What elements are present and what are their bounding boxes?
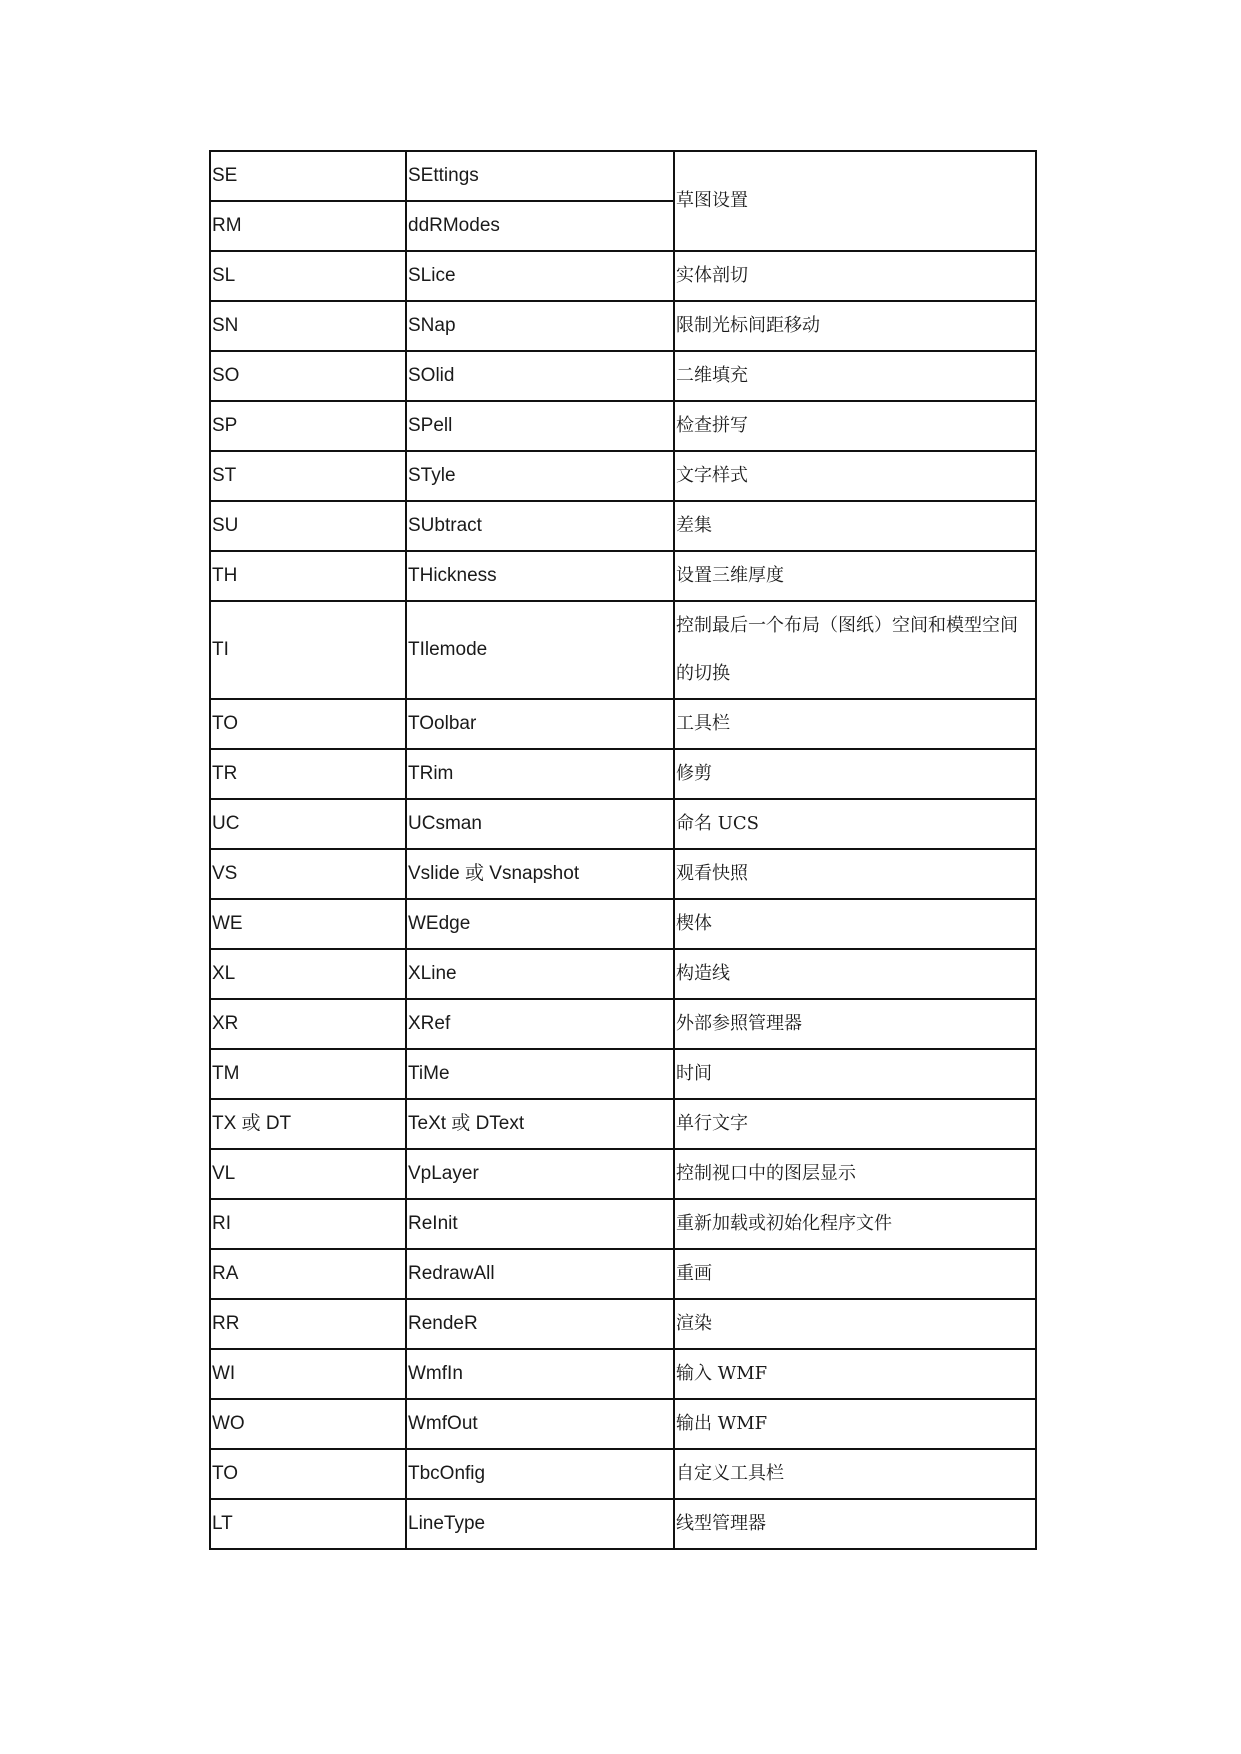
table-row	[210, 949, 1036, 999]
table-row	[210, 501, 1036, 551]
command-cell: WmfOut	[406, 1399, 674, 1449]
abbreviation-cell: WI	[210, 1349, 406, 1399]
table-row	[210, 151, 1036, 201]
table-row	[210, 1399, 1036, 1449]
command-cell: WEdge	[406, 899, 674, 949]
description-cell: 输入 WMF	[674, 1349, 1036, 1399]
command-cell: XRef	[406, 999, 674, 1049]
command-cell: STyle	[406, 451, 674, 501]
abbreviation-cell: TO	[210, 699, 406, 749]
table-row	[210, 1449, 1036, 1499]
table-row	[210, 301, 1036, 351]
abbreviation-cell: XL	[210, 949, 406, 999]
abbreviation-cell: XR	[210, 999, 406, 1049]
description-cell: 差集	[674, 501, 1036, 551]
abbreviation-cell: LT	[210, 1499, 406, 1549]
table-row	[210, 749, 1036, 799]
table-row	[210, 699, 1036, 749]
abbreviation-cell: TH	[210, 551, 406, 601]
table-row	[210, 1149, 1036, 1199]
table-row	[210, 551, 1036, 601]
abbreviation-cell: SE	[210, 151, 406, 201]
description-cell: 检查拼写	[674, 401, 1036, 451]
abbreviation-cell: RA	[210, 1249, 406, 1299]
abbreviation-cell: TM	[210, 1049, 406, 1099]
description-cell: 重新加载或初始化程序文件	[674, 1199, 1036, 1249]
description-cell: 观看快照	[674, 849, 1036, 899]
description-cell: 外部参照管理器	[674, 999, 1036, 1049]
description-cell: 设置三维厚度	[674, 551, 1036, 601]
description-cell: 二维填充	[674, 351, 1036, 401]
command-cell: SUbtract	[406, 501, 674, 551]
command-cell: SPell	[406, 401, 674, 451]
description-cell: 时间	[674, 1049, 1036, 1099]
command-table	[209, 150, 1037, 1550]
description-cell: 构造线	[674, 949, 1036, 999]
command-cell: VpLayer	[406, 1149, 674, 1199]
description-cell: 工具栏	[674, 699, 1036, 749]
table-row	[210, 401, 1036, 451]
command-cell: RedrawAll	[406, 1249, 674, 1299]
description-cell: 线型管理器	[674, 1499, 1036, 1549]
abbreviation-cell: TI	[210, 601, 406, 699]
command-cell: SEttings	[406, 151, 674, 201]
command-cell: ddRModes	[406, 201, 674, 251]
description-cell: 楔体	[674, 899, 1036, 949]
description-cell: 渲染	[674, 1299, 1036, 1349]
command-cell: XLine	[406, 949, 674, 999]
table-row	[210, 601, 1036, 699]
command-cell: TeXt 或 DText	[406, 1099, 674, 1149]
description-cell: 限制光标间距移动	[674, 301, 1036, 351]
command-cell: RendeR	[406, 1299, 674, 1349]
command-cell: SLice	[406, 251, 674, 301]
abbreviation-cell: SU	[210, 501, 406, 551]
command-cell: TbcOnfig	[406, 1449, 674, 1499]
command-cell: LineType	[406, 1499, 674, 1549]
abbreviation-cell: UC	[210, 799, 406, 849]
abbreviation-cell: TO	[210, 1449, 406, 1499]
table-row	[210, 1299, 1036, 1349]
description-cell: 控制最后一个布局（图纸）空间和模型空间的切换	[674, 601, 1036, 699]
table-row	[210, 1499, 1036, 1549]
table-row	[210, 999, 1036, 1049]
table-row	[210, 899, 1036, 949]
command-cell: SOlid	[406, 351, 674, 401]
abbreviation-cell: VS	[210, 849, 406, 899]
description-cell: 实体剖切	[674, 251, 1036, 301]
description-cell: 重画	[674, 1249, 1036, 1299]
table-row	[210, 849, 1036, 899]
table-row	[210, 1099, 1036, 1149]
command-cell: ReInit	[406, 1199, 674, 1249]
description-cell: 单行文字	[674, 1099, 1036, 1149]
command-cell: THickness	[406, 551, 674, 601]
command-cell: TIlemode	[406, 601, 674, 699]
abbreviation-cell: WE	[210, 899, 406, 949]
abbreviation-cell: SP	[210, 401, 406, 451]
table-row	[210, 1199, 1036, 1249]
description-cell: 控制视口中的图层显示	[674, 1149, 1036, 1199]
table-row	[210, 1049, 1036, 1099]
abbreviation-cell: TX 或 DT	[210, 1099, 406, 1149]
table-row	[210, 251, 1036, 301]
abbreviation-cell: RM	[210, 201, 406, 251]
table-row	[210, 351, 1036, 401]
command-cell: TiMe	[406, 1049, 674, 1099]
abbreviation-cell: TR	[210, 749, 406, 799]
command-cell: Vslide 或 Vsnapshot	[406, 849, 674, 899]
table-row	[210, 451, 1036, 501]
abbreviation-cell: SO	[210, 351, 406, 401]
command-table-body	[210, 151, 1036, 1549]
abbreviation-cell: RI	[210, 1199, 406, 1249]
command-cell: SNap	[406, 301, 674, 351]
abbreviation-cell: SL	[210, 251, 406, 301]
abbreviation-cell: VL	[210, 1149, 406, 1199]
description-cell: 输出 WMF	[674, 1399, 1036, 1449]
description-cell: 草图设置	[674, 151, 1036, 251]
abbreviation-cell: SN	[210, 301, 406, 351]
description-cell: 修剪	[674, 749, 1036, 799]
description-cell: 文字样式	[674, 451, 1036, 501]
command-cell: TOolbar	[406, 699, 674, 749]
command-cell: UCsman	[406, 799, 674, 849]
table-row	[210, 1249, 1036, 1299]
abbreviation-cell: ST	[210, 451, 406, 501]
table-row	[210, 799, 1036, 849]
table-row	[210, 1349, 1036, 1399]
abbreviation-cell: WO	[210, 1399, 406, 1449]
command-cell: WmfIn	[406, 1349, 674, 1399]
command-cell: TRim	[406, 749, 674, 799]
description-cell: 自定义工具栏	[674, 1449, 1036, 1499]
description-cell: 命名 UCS	[674, 799, 1036, 849]
abbreviation-cell: RR	[210, 1299, 406, 1349]
